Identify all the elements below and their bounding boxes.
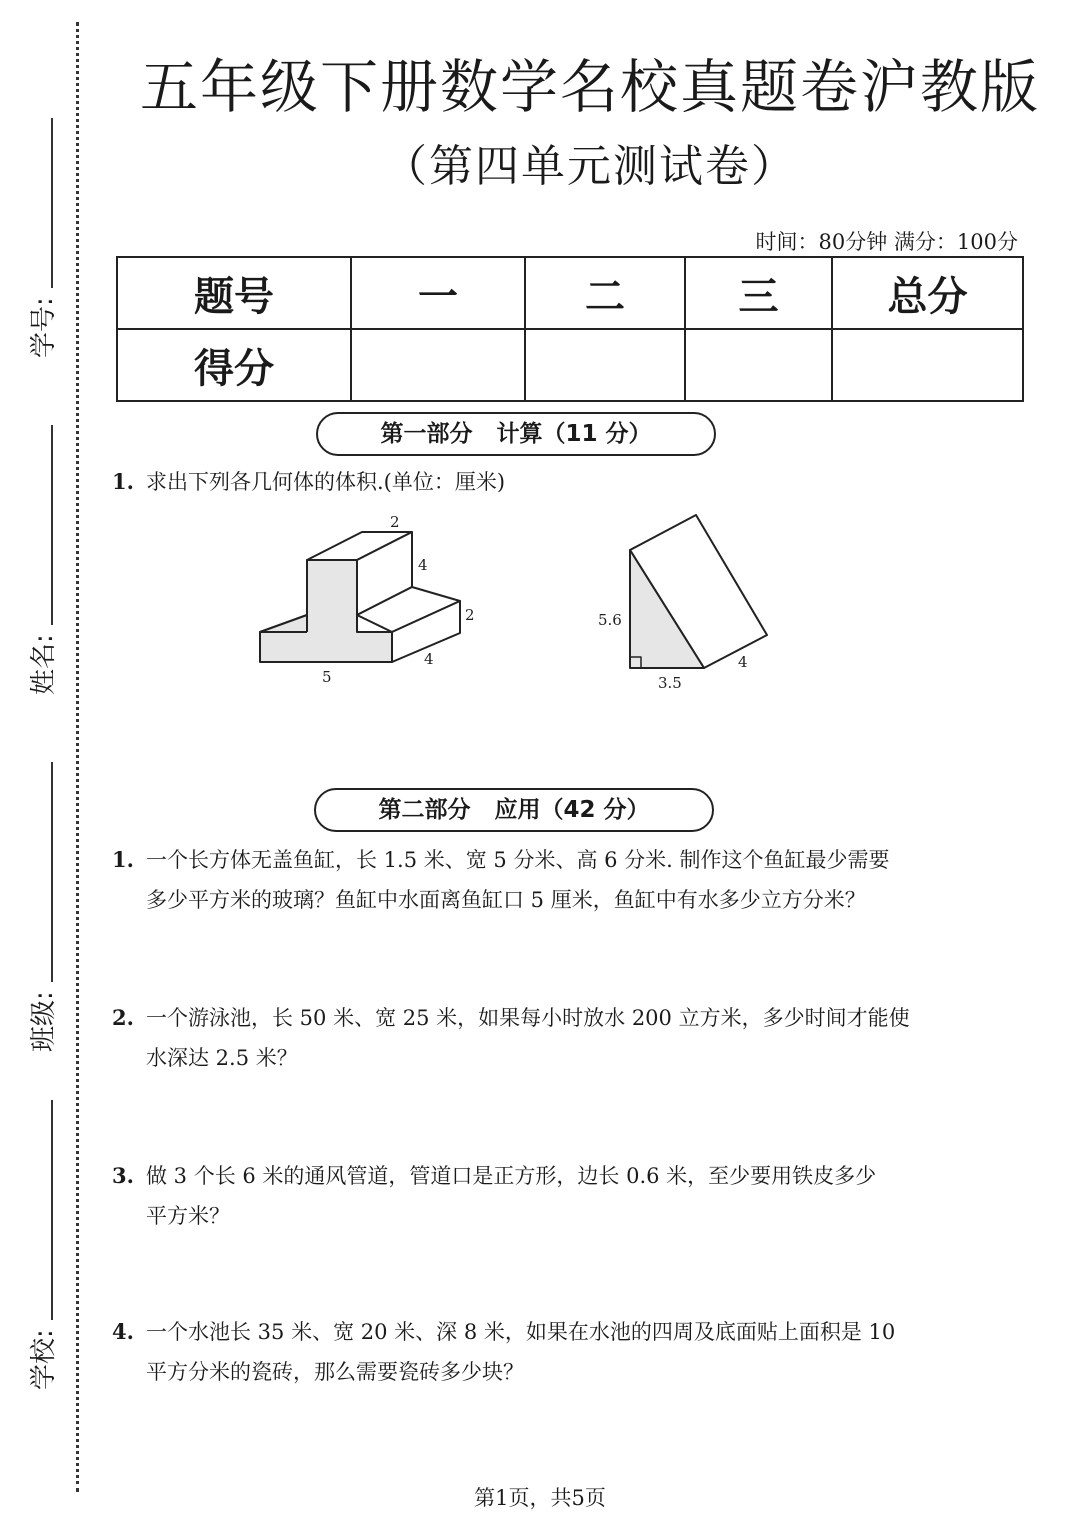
fig2-base-label: 3.5: [658, 674, 682, 692]
question-text-line: 水深达 2.5 米？: [146, 1046, 298, 1070]
page-number: 第1页，共5页: [474, 1486, 606, 1510]
fig1-length-label: 5: [322, 668, 332, 686]
class-fill-line: [51, 762, 53, 982]
part1-heading: 第一部分 计算（11 分）: [316, 412, 716, 456]
t-prism-figure: [250, 505, 490, 690]
fig1-top-height-label: 4: [418, 556, 428, 574]
fig1-depth-label: 4: [424, 650, 434, 668]
question-text-line: 平方分米的瓷砖，那么需要瓷砖多少块？: [146, 1360, 524, 1384]
fig1-base-height-label: 2: [465, 606, 475, 624]
question-number: 3.: [112, 1163, 134, 1188]
question-text-line: 一个游泳池，长 50 米、宽 25 米，如果每小时放水 200 立方米，多少时间才能使: [146, 1006, 910, 1030]
question-text-line: 一个水池长 35 米、宽 20 米、深 8 米，如果在水池的四周及底面贴上面积是 10: [146, 1320, 896, 1344]
triangular-prism-figure: [592, 510, 782, 695]
score-table-cell: 三: [685, 257, 832, 329]
school-label: 学校:: [29, 1329, 59, 1390]
school-fill-line: [51, 1100, 53, 1320]
class-label: 班级:: [29, 991, 59, 1052]
student-id-fill-line: [51, 118, 53, 288]
score-input-cell[interactable]: [525, 329, 685, 401]
part2-question-2: [112, 998, 942, 1078]
fig1-top-width-label: 2: [390, 513, 400, 531]
score-table-cell: 二: [525, 257, 685, 329]
score-table-score-row: [117, 329, 1023, 401]
name-fill-line: [51, 425, 53, 625]
score-input-cell[interactable]: [685, 329, 832, 401]
question-text-line: 多少平方米的玻璃？鱼缸中水面离鱼缸口 5 厘米，鱼缸中有水多少立方分米？: [146, 888, 866, 912]
score-input-cell[interactable]: [351, 329, 525, 401]
exam-title: 五年级下册数学名校真题卷沪教版: [139, 53, 1040, 121]
fig2-height-label: 5.6: [598, 611, 622, 629]
question-number: 1.: [112, 469, 134, 494]
question-number: 1.: [112, 847, 134, 872]
time-and-score-info: 时间：80分钟 满分：100分: [755, 230, 1018, 254]
score-table-header-row: [117, 257, 1023, 329]
part2-question-4: [112, 1312, 942, 1392]
fig2-length-label: 4: [738, 653, 748, 671]
question-number: 2.: [112, 1005, 134, 1030]
part2-question-1: [112, 840, 942, 920]
question-text-line: 做 3 个长 6 米的通风管道，管道口是正方形，边长 0.6 米，至少要用铁皮多少: [146, 1164, 877, 1188]
part1-question-1: [112, 462, 942, 502]
score-table-cell: 一: [351, 257, 525, 329]
score-table-cell: 得分: [117, 329, 351, 401]
question-text-line: 一个长方体无盖鱼缸，长 1.5 米、宽 5 分米、高 6 分米. 制作这个鱼缸最少需要: [146, 848, 890, 872]
question-text: 求出下列各几何体的体积.(单位：厘米): [146, 470, 506, 494]
score-table-cell: 题号: [117, 257, 351, 329]
student-id-label: 学号:: [29, 297, 59, 358]
score-input-cell[interactable]: [832, 329, 1023, 401]
part2-heading: 第二部分 应用（42 分）: [314, 788, 714, 832]
score-table: [116, 256, 1024, 402]
part2-question-3: [112, 1156, 942, 1236]
question-text-line: 平方米？: [146, 1204, 230, 1228]
question-number: 4.: [112, 1319, 134, 1344]
name-label: 姓名:: [29, 634, 59, 695]
binding-dashed-line: [76, 22, 79, 1492]
score-table-cell: 总分: [832, 257, 1023, 329]
exam-subtitle: （第四单元测试卷）: [383, 141, 797, 192]
